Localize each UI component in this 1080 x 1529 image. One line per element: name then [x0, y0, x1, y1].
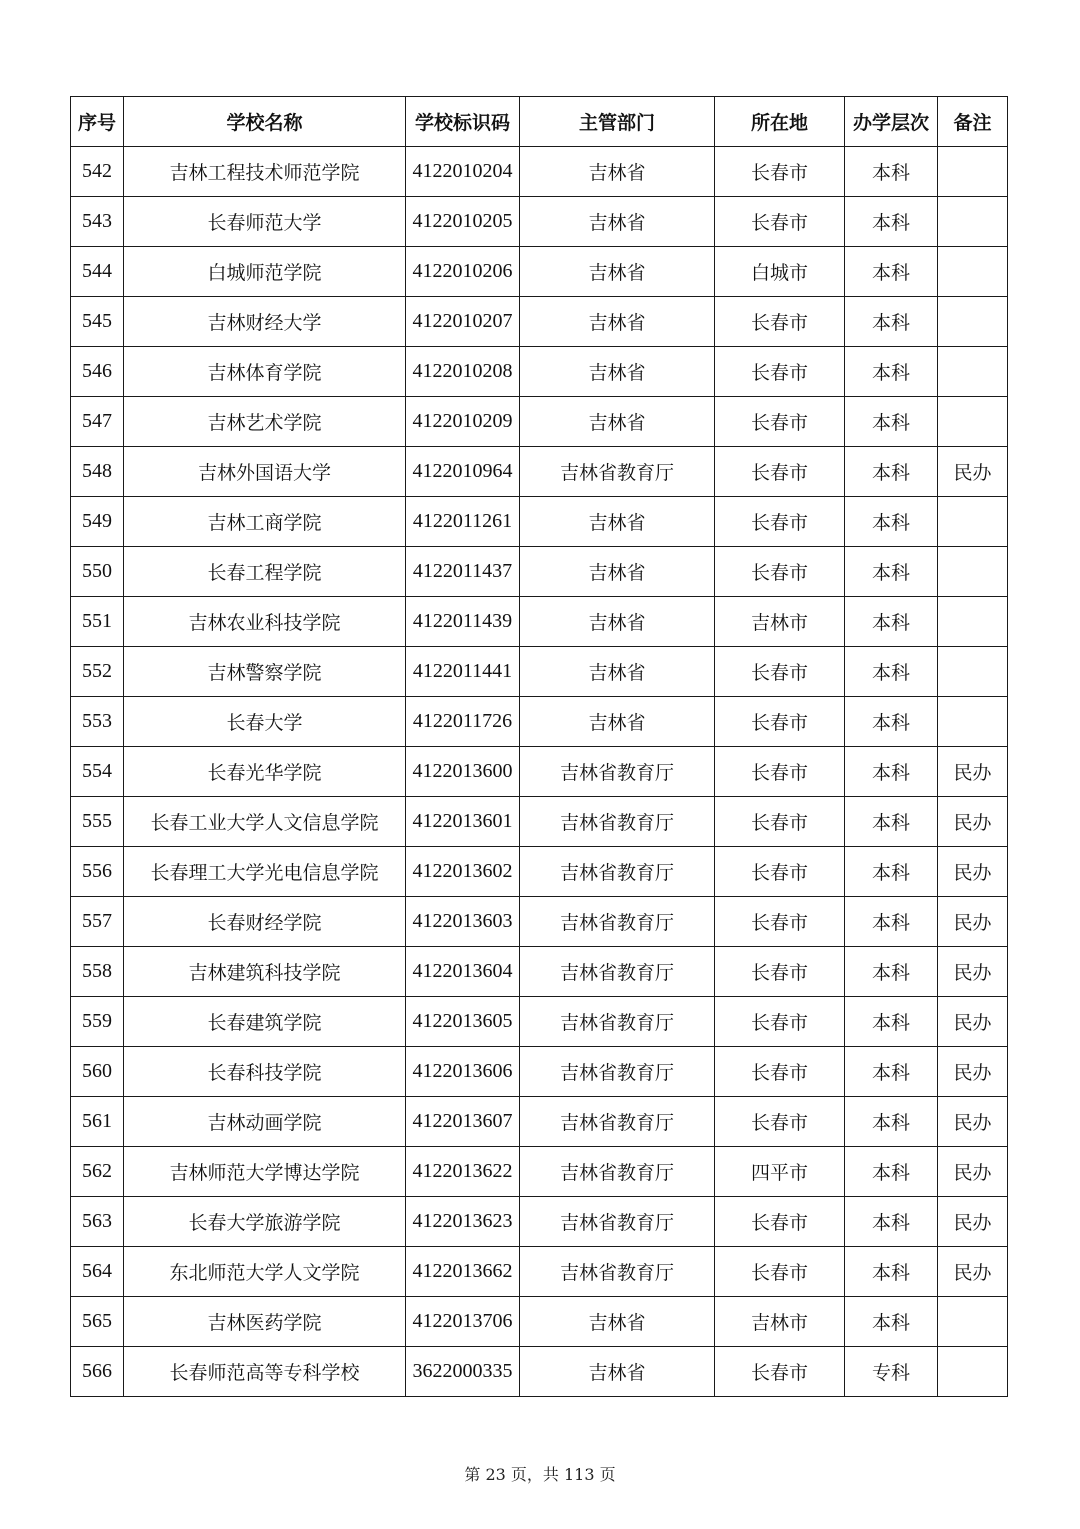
cell-authority: 吉林省教育厅 [520, 747, 715, 797]
cell-remark [938, 1297, 1008, 1347]
cell-remark: 民办 [938, 1247, 1008, 1297]
cell-remark: 民办 [938, 1047, 1008, 1097]
cell-authority: 吉林省 [520, 697, 715, 747]
cell-school-name: 长春建筑学院 [124, 997, 406, 1047]
cell-authority: 吉林省 [520, 1297, 715, 1347]
cell-school-name: 长春科技学院 [124, 1047, 406, 1097]
cell-remark [938, 147, 1008, 197]
cell-school-code: 4122010209 [406, 397, 520, 447]
header-remark: 备注 [938, 97, 1008, 147]
cell-seq: 565 [71, 1297, 124, 1347]
table-row [71, 497, 1008, 547]
cell-authority: 吉林省 [520, 647, 715, 697]
cell-seq: 544 [71, 247, 124, 297]
cell-level: 本科 [845, 197, 938, 247]
cell-school-name: 吉林艺术学院 [124, 397, 406, 447]
cell-authority: 吉林省 [520, 247, 715, 297]
cell-school-name: 白城师范学院 [124, 247, 406, 297]
cell-seq: 554 [71, 747, 124, 797]
cell-school-name: 吉林警察学院 [124, 647, 406, 697]
cell-level: 本科 [845, 1297, 938, 1347]
table-row [71, 1147, 1008, 1197]
cell-remark [938, 297, 1008, 347]
cell-school-code: 4122013662 [406, 1247, 520, 1297]
cell-level: 本科 [845, 297, 938, 347]
header-level: 办学层次 [845, 97, 938, 147]
table-row [71, 1197, 1008, 1247]
cell-school-code: 4122013605 [406, 997, 520, 1047]
cell-level: 本科 [845, 597, 938, 647]
cell-remark: 民办 [938, 1147, 1008, 1197]
cell-school-name: 东北师范大学人文学院 [124, 1247, 406, 1297]
cell-school-code: 4122010964 [406, 447, 520, 497]
cell-authority: 吉林省 [520, 197, 715, 247]
cell-school-code: 4122013601 [406, 797, 520, 847]
cell-authority: 吉林省教育厅 [520, 1197, 715, 1247]
table-row [71, 297, 1008, 347]
cell-seq: 562 [71, 1147, 124, 1197]
cell-level: 本科 [845, 1047, 938, 1097]
cell-school-code: 4122010206 [406, 247, 520, 297]
cell-school-name: 吉林财经大学 [124, 297, 406, 347]
cell-school-name: 吉林外国语大学 [124, 447, 406, 497]
table-row [71, 897, 1008, 947]
cell-school-code: 4122013602 [406, 847, 520, 897]
cell-remark [938, 497, 1008, 547]
cell-seq: 561 [71, 1097, 124, 1147]
table-row [71, 1297, 1008, 1347]
cell-location: 长春市 [715, 1047, 845, 1097]
table-row [71, 147, 1008, 197]
cell-location: 长春市 [715, 347, 845, 397]
table-row [71, 397, 1008, 447]
cell-location: 长春市 [715, 1097, 845, 1147]
cell-seq: 547 [71, 397, 124, 447]
cell-location: 吉林市 [715, 597, 845, 647]
cell-school-name: 长春财经学院 [124, 897, 406, 947]
cell-school-code: 4122011726 [406, 697, 520, 747]
cell-level: 本科 [845, 697, 938, 747]
table-row [71, 797, 1008, 847]
table-row [71, 447, 1008, 497]
cell-authority: 吉林省教育厅 [520, 447, 715, 497]
cell-school-code: 4122013607 [406, 1097, 520, 1147]
cell-level: 本科 [845, 1147, 938, 1197]
table-header [71, 97, 1008, 147]
cell-school-code: 4122013706 [406, 1297, 520, 1347]
cell-school-name: 吉林动画学院 [124, 1097, 406, 1147]
cell-school-code: 4122011439 [406, 597, 520, 647]
cell-location: 长春市 [715, 497, 845, 547]
cell-authority: 吉林省 [520, 397, 715, 447]
cell-location: 长春市 [715, 547, 845, 597]
cell-remark [938, 197, 1008, 247]
cell-seq: 550 [71, 547, 124, 597]
header-authority: 主管部门 [520, 97, 715, 147]
cell-seq: 546 [71, 347, 124, 397]
cell-seq: 560 [71, 1047, 124, 1097]
table-row [71, 997, 1008, 1047]
cell-school-name: 吉林医药学院 [124, 1297, 406, 1347]
cell-seq: 553 [71, 697, 124, 747]
cell-school-code: 4122011437 [406, 547, 520, 597]
cell-location: 长春市 [715, 897, 845, 947]
cell-seq: 549 [71, 497, 124, 547]
cell-seq: 548 [71, 447, 124, 497]
cell-seq: 563 [71, 1197, 124, 1247]
cell-remark: 民办 [938, 797, 1008, 847]
cell-authority: 吉林省 [520, 147, 715, 197]
cell-school-name: 长春光华学院 [124, 747, 406, 797]
cell-authority: 吉林省教育厅 [520, 847, 715, 897]
cell-location: 白城市 [715, 247, 845, 297]
cell-remark: 民办 [938, 447, 1008, 497]
cell-level: 本科 [845, 747, 938, 797]
cell-seq: 559 [71, 997, 124, 1047]
table-row [71, 697, 1008, 747]
cell-authority: 吉林省教育厅 [520, 997, 715, 1047]
cell-remark [938, 247, 1008, 297]
cell-location: 长春市 [715, 1197, 845, 1247]
cell-authority: 吉林省教育厅 [520, 797, 715, 847]
cell-location: 长春市 [715, 1247, 845, 1297]
page-number-footer: 第 23 页，共 113 页 [464, 1465, 616, 1484]
cell-school-name: 长春工程学院 [124, 547, 406, 597]
cell-authority: 吉林省 [520, 297, 715, 347]
header-row [71, 97, 1008, 147]
cell-authority: 吉林省教育厅 [520, 897, 715, 947]
cell-authority: 吉林省 [520, 497, 715, 547]
cell-level: 本科 [845, 247, 938, 297]
cell-location: 长春市 [715, 447, 845, 497]
cell-school-name: 长春工业大学人文信息学院 [124, 797, 406, 847]
cell-location: 吉林市 [715, 1297, 845, 1347]
cell-level: 本科 [845, 947, 938, 997]
cell-authority: 吉林省教育厅 [520, 947, 715, 997]
cell-school-name: 吉林工商学院 [124, 497, 406, 547]
cell-location: 长春市 [715, 647, 845, 697]
cell-remark: 民办 [938, 1097, 1008, 1147]
cell-location: 长春市 [715, 947, 845, 997]
cell-location: 长春市 [715, 747, 845, 797]
cell-school-name: 吉林建筑科技学院 [124, 947, 406, 997]
cell-seq: 552 [71, 647, 124, 697]
table-row [71, 347, 1008, 397]
table-row [71, 247, 1008, 297]
cell-school-name: 吉林农业科技学院 [124, 597, 406, 647]
cell-seq: 566 [71, 1347, 124, 1397]
table-row [71, 847, 1008, 897]
cell-location: 长春市 [715, 197, 845, 247]
cell-school-name: 长春大学旅游学院 [124, 1197, 406, 1247]
cell-level: 本科 [845, 497, 938, 547]
cell-remark: 民办 [938, 897, 1008, 947]
cell-location: 长春市 [715, 697, 845, 747]
cell-authority: 吉林省教育厅 [520, 1147, 715, 1197]
cell-level: 本科 [845, 847, 938, 897]
header-school-name: 学校名称 [124, 97, 406, 147]
cell-remark: 民办 [938, 1197, 1008, 1247]
cell-school-code: 4122010208 [406, 347, 520, 397]
cell-school-code: 4122013603 [406, 897, 520, 947]
cell-remark: 民办 [938, 847, 1008, 897]
table-row [71, 1247, 1008, 1297]
cell-level: 本科 [845, 347, 938, 397]
cell-school-code: 4122010205 [406, 197, 520, 247]
cell-school-name: 吉林体育学院 [124, 347, 406, 397]
cell-school-code: 4122011261 [406, 497, 520, 547]
cell-level: 本科 [845, 1197, 938, 1247]
cell-school-code: 4122011441 [406, 647, 520, 697]
cell-school-name: 长春大学 [124, 697, 406, 747]
cell-school-code: 3622000335 [406, 1347, 520, 1397]
cell-location: 长春市 [715, 297, 845, 347]
cell-remark [938, 397, 1008, 447]
cell-level: 本科 [845, 1097, 938, 1147]
cell-authority: 吉林省教育厅 [520, 1247, 715, 1297]
header-school-code: 学校标识码 [406, 97, 520, 147]
header-seq: 序号 [71, 97, 124, 147]
cell-location: 长春市 [715, 147, 845, 197]
table-body [71, 147, 1008, 1397]
cell-level: 本科 [845, 147, 938, 197]
cell-school-name: 吉林师范大学博达学院 [124, 1147, 406, 1197]
table-row [71, 1347, 1008, 1397]
cell-remark: 民办 [938, 747, 1008, 797]
cell-level: 专科 [845, 1347, 938, 1397]
cell-level: 本科 [845, 1247, 938, 1297]
cell-authority: 吉林省 [520, 1347, 715, 1397]
table-row [71, 197, 1008, 247]
cell-location: 四平市 [715, 1147, 845, 1197]
cell-remark [938, 347, 1008, 397]
cell-school-code: 4122010204 [406, 147, 520, 197]
cell-school-name: 长春师范大学 [124, 197, 406, 247]
cell-school-name: 长春师范高等专科学校 [124, 1347, 406, 1397]
cell-seq: 551 [71, 597, 124, 647]
school-list-table [70, 96, 1008, 1397]
cell-remark [938, 547, 1008, 597]
cell-authority: 吉林省教育厅 [520, 1097, 715, 1147]
table-row [71, 1097, 1008, 1147]
table-row [71, 547, 1008, 597]
cell-location: 长春市 [715, 797, 845, 847]
cell-school-code: 4122013622 [406, 1147, 520, 1197]
cell-level: 本科 [845, 797, 938, 847]
cell-seq: 564 [71, 1247, 124, 1297]
cell-level: 本科 [845, 547, 938, 597]
cell-school-code: 4122013604 [406, 947, 520, 997]
cell-remark: 民办 [938, 997, 1008, 1047]
cell-remark [938, 647, 1008, 697]
cell-location: 长春市 [715, 397, 845, 447]
cell-seq: 557 [71, 897, 124, 947]
cell-level: 本科 [845, 997, 938, 1047]
table-row [71, 647, 1008, 697]
cell-location: 长春市 [715, 847, 845, 897]
table-row [71, 947, 1008, 997]
cell-level: 本科 [845, 897, 938, 947]
cell-level: 本科 [845, 397, 938, 447]
cell-school-code: 4122013623 [406, 1197, 520, 1247]
cell-authority: 吉林省教育厅 [520, 1047, 715, 1097]
cell-seq: 558 [71, 947, 124, 997]
cell-seq: 555 [71, 797, 124, 847]
table-row [71, 597, 1008, 647]
cell-level: 本科 [845, 447, 938, 497]
cell-remark [938, 597, 1008, 647]
cell-school-code: 4122013600 [406, 747, 520, 797]
cell-location: 长春市 [715, 997, 845, 1047]
cell-school-name: 长春理工大学光电信息学院 [124, 847, 406, 897]
cell-remark [938, 1347, 1008, 1397]
table-row [71, 1047, 1008, 1097]
cell-school-code: 4122013606 [406, 1047, 520, 1097]
table-row [71, 747, 1008, 797]
cell-remark: 民办 [938, 947, 1008, 997]
school-list-table-container [70, 96, 1007, 1397]
cell-school-name: 吉林工程技术师范学院 [124, 147, 406, 197]
cell-authority: 吉林省 [520, 597, 715, 647]
cell-authority: 吉林省 [520, 547, 715, 597]
cell-school-code: 4122010207 [406, 297, 520, 347]
cell-location: 长春市 [715, 1347, 845, 1397]
header-location: 所在地 [715, 97, 845, 147]
cell-seq: 543 [71, 197, 124, 247]
cell-remark [938, 697, 1008, 747]
cell-seq: 542 [71, 147, 124, 197]
cell-seq: 556 [71, 847, 124, 897]
cell-seq: 545 [71, 297, 124, 347]
cell-authority: 吉林省 [520, 347, 715, 397]
cell-level: 本科 [845, 647, 938, 697]
